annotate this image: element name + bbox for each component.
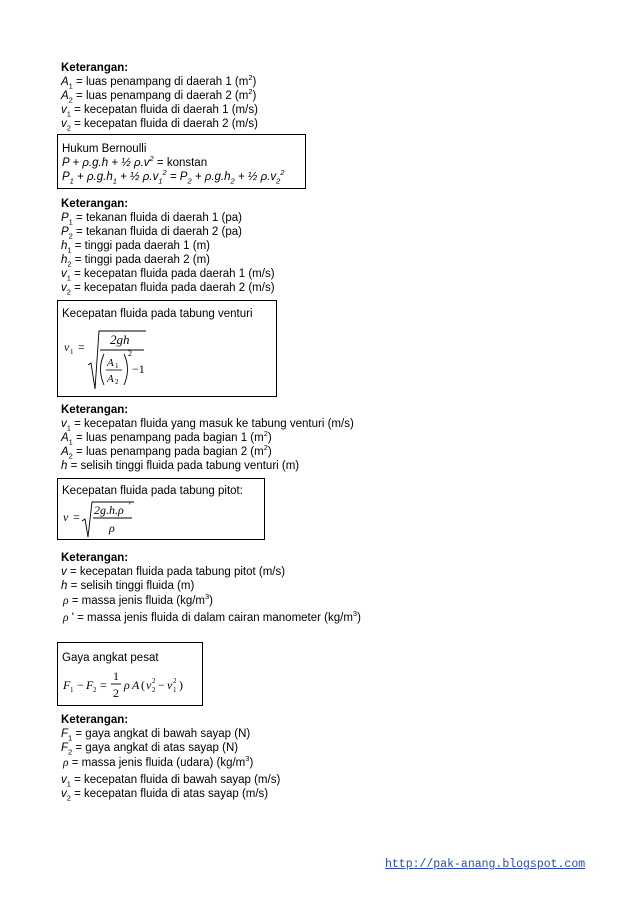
- pitot-prime: ': [129, 501, 131, 511]
- legend-item: $A_2$ = luas penampang di daerah 2 $(m^2)$: [61, 87, 257, 105]
- lift-formula: [60, 665, 200, 705]
- venturi-numerator: 2gh: [110, 332, 130, 347]
- lift-v1-sup: 2: [173, 677, 177, 685]
- pitot-title: Kecepatan fluida pada tabung pitot:: [62, 485, 243, 497]
- venturi-a2: A: [107, 373, 114, 385]
- legend-item: $v_2$ = kecepatan fluida pada daerah 2 (m/s): [61, 282, 275, 297]
- legend-item: h = selisih tinggi fluida (m): [61, 580, 195, 592]
- lift-v1-sub: 1: [173, 686, 177, 694]
- legend-item: $v_1$ = kecepatan fluida di daerah 1 (m/s): [61, 104, 258, 119]
- bernoulli-title: Hukum Bernoulli: [62, 143, 147, 155]
- lift-half-num: 1: [113, 669, 119, 683]
- lift-v2-sup: 2: [152, 677, 156, 685]
- legend-item: $h_2$ = tinggi pada daerah 2 (m): [61, 254, 210, 269]
- lift-half-den: 2: [113, 686, 119, 700]
- legend-item: $v_1$ = kecepatan fluida yang masuk ke tabung venturi (m/s): [61, 418, 354, 433]
- legend-item: $P_1$ = tekanan fluida di daerah 1 (pa): [61, 212, 242, 227]
- legend-item: ρ = massa jenis fluida $(kg/m^3)$: [63, 592, 214, 607]
- keterangan-title: Keterangan:: [61, 552, 129, 564]
- pitot-denominator: ρ: [109, 521, 115, 535]
- keterangan-title: Keterangan:: [61, 198, 129, 210]
- footer-link[interactable]: http://pak-anang.blogspot.com: [385, 858, 586, 871]
- pitot-numerator: 2g.h.ρ: [94, 503, 124, 517]
- venturi-a1-sub: 1: [115, 362, 119, 370]
- venturi-box: [57, 300, 277, 397]
- legend-item: $F_2$ = gaya angkat di atas sayap (N): [61, 742, 239, 757]
- lift-v2-sub: 2: [152, 686, 156, 694]
- bernoulli-equation-2: $P_1 + \rho.g.h_1$ + ½ $\rho.v_1^2 = P_2 + \rho.g.h_2$ + ½ $\rho.v_2^2$: [62, 168, 285, 186]
- keterangan-title: Keterangan:: [61, 62, 129, 74]
- legend-item: $v_2$ = kecepatan fluida di daerah 2 (m/s): [61, 118, 258, 133]
- pitot-lhs: v: [63, 510, 69, 524]
- legend-item: $A_1$ = luas penampang pada bagian 1 $(m^2)$: [61, 429, 272, 447]
- lift-f1-sub: 1: [70, 686, 74, 694]
- lift-left-paren: (: [141, 678, 145, 692]
- keterangan-title: Keterangan:: [61, 404, 129, 416]
- keterangan-title: Keterangan:: [61, 714, 129, 726]
- bernoulli-box: [57, 134, 306, 189]
- legend-item: $v_1$ = kecepatan fluida pada daerah 1 (m/s): [61, 268, 275, 283]
- legend-item: $v_1$ = kecepatan fluida di bawah sayap (m/s): [61, 774, 281, 789]
- lift-minus: −: [77, 678, 84, 692]
- venturi-lhs-sub: 1: [70, 348, 74, 356]
- venturi-right-paren: [124, 354, 128, 385]
- venturi-power: 2: [128, 349, 132, 358]
- lift-f2: F: [86, 678, 94, 692]
- venturi-a1: A: [107, 357, 114, 369]
- lift-f2-sub: 2: [93, 686, 97, 694]
- legend-item: $v_2$ = kecepatan fluida di atas sayap (m/s): [61, 788, 269, 803]
- legend-item: $A_2$ = luas penampang pada bagian 2 $(m^2)$: [61, 443, 272, 461]
- venturi-equals: =: [78, 340, 85, 354]
- lift-rho: ρ: [124, 678, 130, 692]
- venturi-formula: [60, 325, 180, 393]
- legend-item: h = selisih tinggi fluida pada tabung venturi (m): [61, 460, 300, 472]
- lift-title: Gaya angkat pesat: [62, 652, 159, 664]
- lift-equals: =: [100, 678, 107, 692]
- venturi-lhs: v: [64, 340, 70, 354]
- venturi-minus-one: −1: [132, 362, 145, 376]
- lift-minus-2: −: [158, 678, 165, 692]
- legend-item: v = kecepatan fluida pada tabung pitot (m/s): [61, 566, 286, 578]
- bernoulli-equation-1: P + ρ.g.h + ½ $\rho.v^2$ = konstan: [62, 154, 208, 169]
- pitot-formula: [60, 499, 160, 539]
- lift-v2: v: [146, 678, 152, 692]
- legend-item: $A_1$ = luas penampang di daerah 1 $(m^2)$: [61, 73, 257, 91]
- lift-area: A: [132, 678, 140, 692]
- pitot-box: [57, 478, 265, 540]
- pitot-equals: =: [73, 510, 80, 524]
- venturi-a2-sub: 2: [115, 378, 119, 386]
- legend-item: $F_1$ = gaya angkat di bawah sayap (N): [61, 728, 251, 743]
- venturi-left-paren: [101, 354, 105, 385]
- lift-right-paren: ): [179, 678, 183, 692]
- legend-item: ρ ' = massa jenis fluida di dalam cairan manometer $(kg/m^3)$: [63, 609, 361, 624]
- lift-v1: v: [167, 678, 173, 692]
- legend-item: $P_2$ = tekanan fluida di daerah 2 (pa): [61, 226, 242, 241]
- legend-item: ρ = massa jenis fluida (udara) $(kg/m^3)$: [63, 754, 254, 769]
- lift-f1: F: [63, 678, 71, 692]
- lift-box: [57, 642, 203, 706]
- legend-item: $h_1$ = tinggi pada daerah 1 (m): [61, 240, 210, 255]
- venturi-title: Kecepatan fluida pada tabung venturi: [62, 308, 253, 320]
